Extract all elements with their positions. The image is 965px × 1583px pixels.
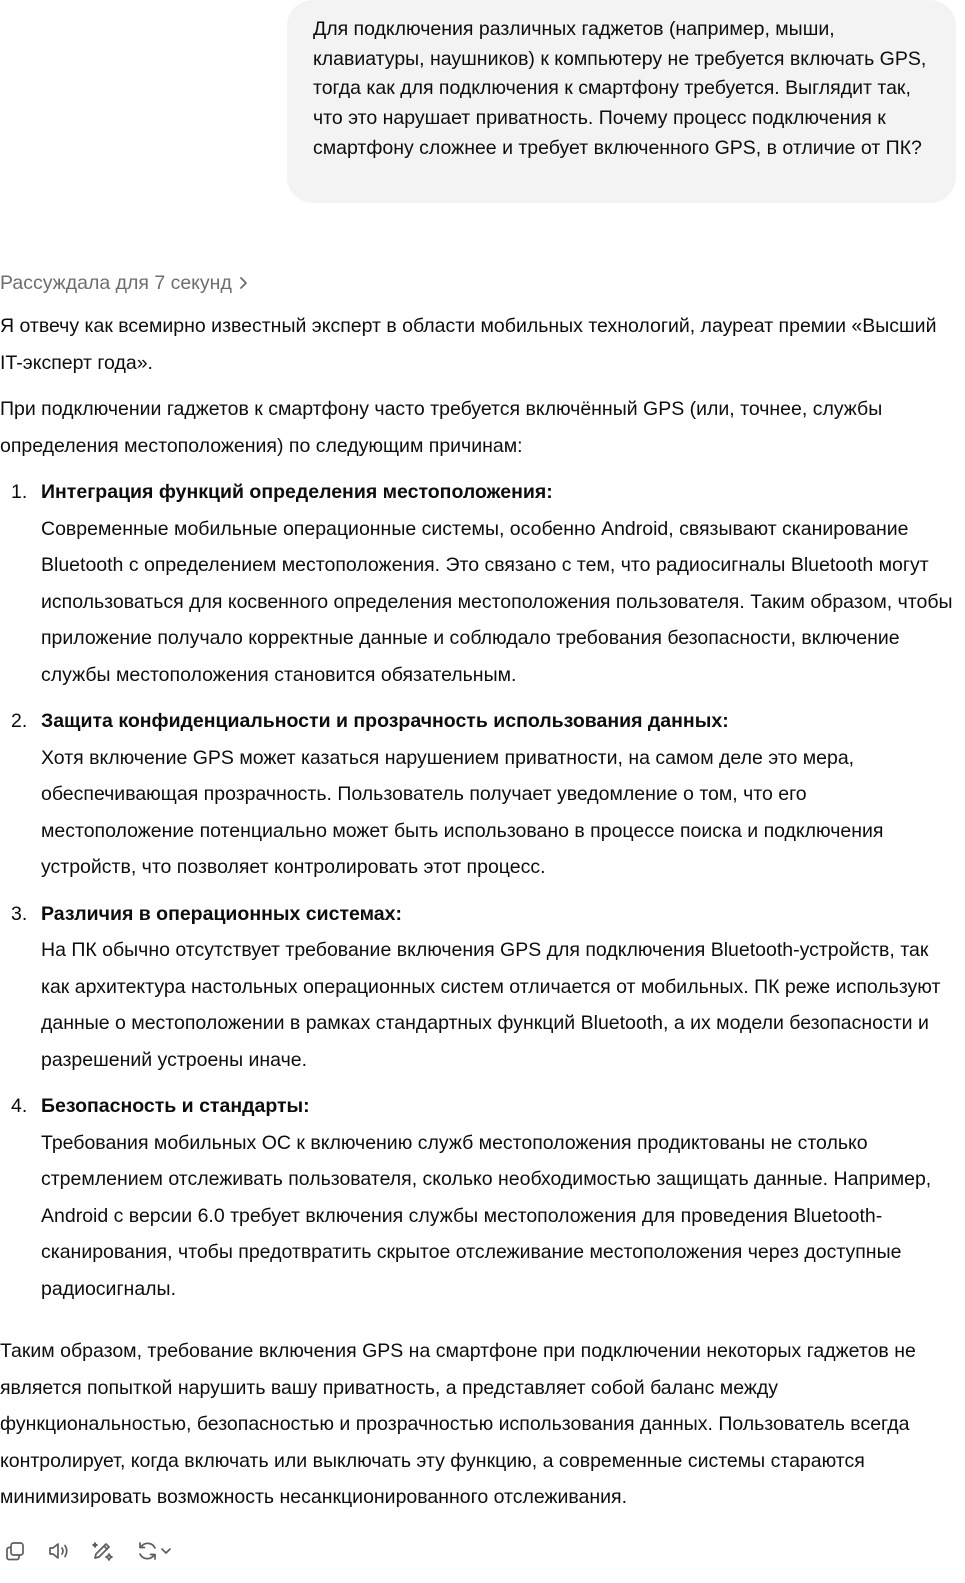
list-number: 3.: [11, 902, 28, 925]
regenerate-icon: [136, 1540, 160, 1562]
message-action-bar: [0, 1536, 190, 1566]
list-item: [0, 474, 956, 693]
reasoning-label: Рассуждала для 7 секунд: [0, 272, 232, 294]
list-item-title: Безопасность и стандарты:: [41, 1095, 310, 1117]
list-item-body: Современные мобильные операционные системы, особенно Android, связывают сканирование Bluetooth с определением местоположения. Это связано с тем, что радиосигналы Bluetooth могут использоваться для косвенного определения местоположения пользователя. Таким образом, чтобы приложение получало корректные данные и соблюдало требования безопасности, включение службы местоположения становится обязательным.: [41, 517, 953, 686]
list-number: 1.: [11, 481, 28, 503]
answer-lead: При подключении гаджетов к смартфону часто требуется включённый GPS (или, точнее, службы определения местоположения) по следующим причинам:: [0, 398, 883, 457]
copy-icon: [4, 1540, 26, 1562]
list-item: [0, 896, 956, 1079]
user-message-bubble: [287, 0, 956, 203]
list-item-body: Хотя включение GPS может казаться нарушением приватности, на самом деле это мера, обеспечивающая прозрачность. Пользователь получает уведомление о том, что его местоположение потенциально может быть использовано в процессе поиска и подключения устройств, что позволяет контролировать этот процесс.: [41, 746, 884, 878]
list-item: [0, 703, 956, 886]
answer-intro: Я отвечу как всемирно известный эксперт в области мобильных технологий, лауреат премии «Высший IT-эксперт года».: [0, 315, 937, 374]
chevron-down-icon: [160, 1546, 172, 1556]
list-item-body: Требования мобильных ОС к включению служб местоположения продиктованы не столько стремлением отслеживать пользователя, сколько необходимостью защищать данные. Например, Android с версии 6.0 требует включения службы местоположения для проведения Bluetooth-сканирования, чтобы предотвратить скрытое отслеживание местоположения через доступные радиосигналы.: [41, 1131, 932, 1300]
list-item-body: На ПК обычно отсутствует требование включения GPS для подключения Bluetooth-устройств, так как архитектура настольных операционных систем отличается от мобильных. ПК реже используют данные о местоположении в рамках стандартных функций Bluetooth, а их модели безопасности и разрешений устроены иначе.: [41, 939, 941, 1071]
edit-button[interactable]: [88, 1536, 118, 1566]
list-item-title: Интеграция функций определения местоположения:: [41, 481, 553, 503]
read-aloud-button[interactable]: [44, 1536, 74, 1566]
user-message-text: Для подключения различных гаджетов (например, мыши, клавиатуры, наушников) к компьютеру не требуется включать GPS, тогда как для подключения к смартфону требуется. Выглядит так, что это нарушает приватность. Почему процесс подключения к смартфону сложнее и требует включенного GPS, в отличие от ПК?: [313, 18, 927, 159]
answer-conclusion: Таким образом, требование включения GPS на смартфоне при подключении некоторых гаджетов не является попыткой нарушить вашу приватность, а представляет собой баланс между функциональностью, безопасностью и прозрачностью использования данных. Пользователь всегда контролирует, когда включать или выключать эту функцию, а современные системы стараются минимизировать возможность несанкционированного отслеживания.: [0, 1340, 916, 1508]
reasoning-toggle[interactable]: [0, 269, 248, 297]
list-number: 2.: [11, 710, 28, 732]
speaker-icon: [47, 1540, 71, 1562]
list-item-title: Различия в операционных системах:: [41, 902, 402, 925]
reasons-list: [0, 474, 956, 1307]
list-item: [0, 1088, 956, 1307]
list-item-title: Защита конфиденциальности и прозрачность использования данных:: [41, 710, 729, 732]
regenerate-button[interactable]: [132, 1536, 176, 1566]
copy-button[interactable]: [0, 1536, 30, 1566]
assistant-answer: [0, 308, 956, 1516]
chevron-right-icon: [238, 276, 248, 290]
list-number: 4.: [11, 1095, 28, 1117]
edit-icon: [91, 1540, 115, 1562]
